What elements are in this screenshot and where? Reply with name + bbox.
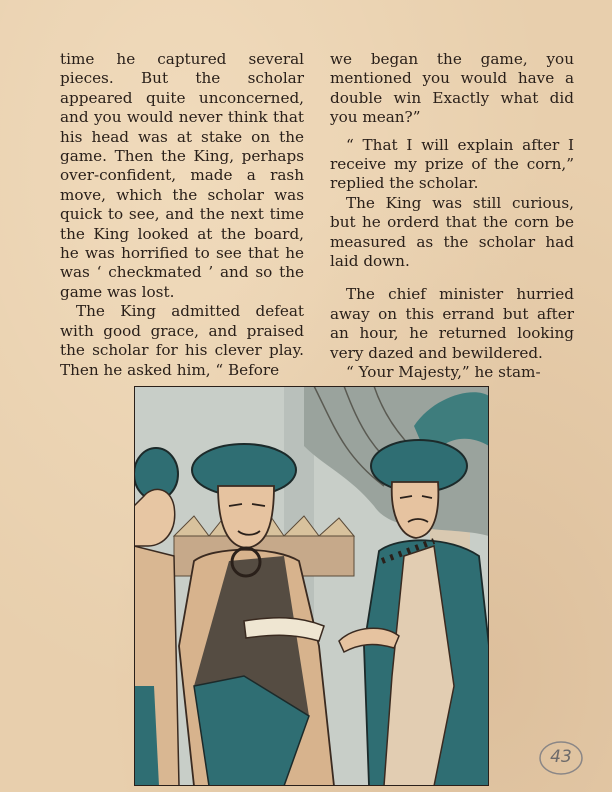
paragraph: The chief minister hurried away on this errand but after an hour, he returned looking very dazed and bewildered. — [330, 285, 574, 362]
page-number: 43 — [550, 747, 572, 767]
story-illustration — [134, 386, 489, 786]
paragraph: time he captured several pieces. But the scholar appeared quite unconcerned, and you would never think that his head was at stake on the game. Then the King, perhaps over-confident, made a rash move, which the scholar was quick to see, and the next time the King looked at the board, he was horrified to see that he was ‘ checkmated ’ and so the game was lost. — [60, 50, 304, 301]
text-column-left — [60, 50, 304, 380]
paragraph: we began the game, you mentioned you would have a double win Exactly what did you mean?” — [330, 50, 574, 127]
paragraph: “ Your Majesty,” he stam- — [346, 363, 541, 382]
text-column-right — [330, 50, 574, 383]
paragraph: The King admitted defeat with good grace, and praised the scholar for his clever play. Then he asked him, “ Before — [60, 302, 304, 379]
paragraph: The King was still curious, but he orderd that the corn be measured as the scholar had laid down. — [330, 193, 574, 271]
figure-left — [134, 448, 179, 786]
paragraph: “ That I will explain after I receive my prize of the corn,” replied the scholar. — [330, 135, 574, 193]
